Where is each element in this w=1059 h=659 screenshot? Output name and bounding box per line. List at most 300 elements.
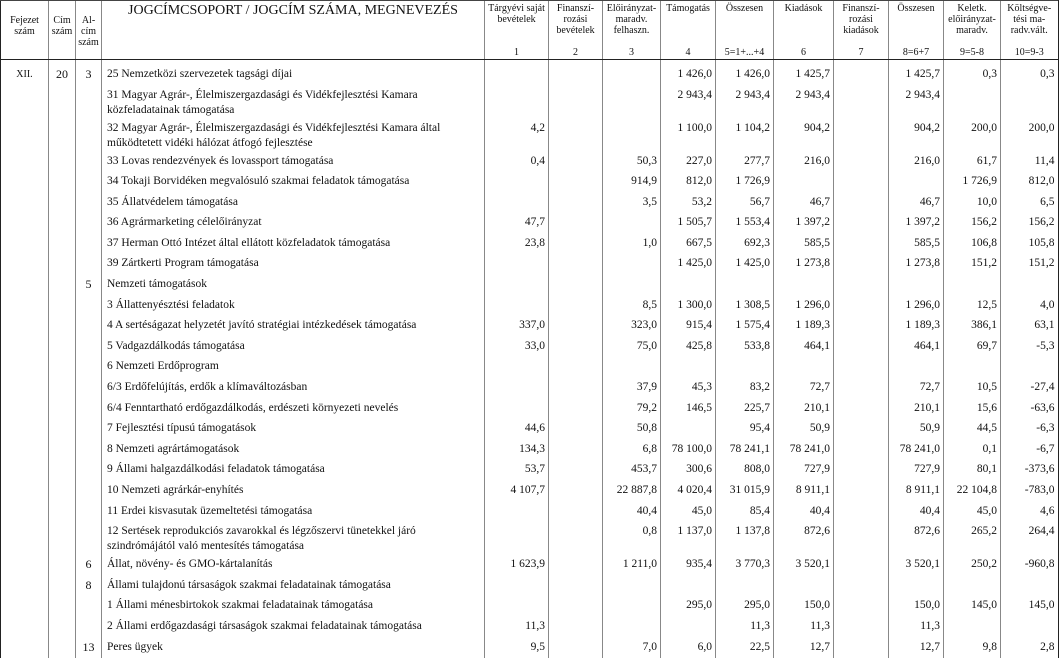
alcim-cell: 3 (76, 60, 102, 86)
value-col-6: 12,7 (774, 638, 834, 659)
value-col-6: 150,0 (774, 596, 834, 617)
value-col-3 (603, 596, 661, 617)
value-col-9 (944, 576, 1001, 597)
value-col-8: 1 425,7 (889, 60, 944, 86)
value-col-4: 935,4 (661, 555, 716, 576)
value-col-2 (549, 522, 603, 555)
value-col-5: 808,0 (716, 460, 774, 481)
value-col-7 (834, 576, 889, 597)
value-col-4: 667,5 (661, 234, 716, 255)
alcim-cell: 8 (76, 576, 102, 597)
value-col-10: 4,6 (1001, 502, 1059, 523)
value-col-2 (549, 357, 603, 378)
value-col-2 (549, 460, 603, 481)
value-col-6: 11,3 (774, 617, 834, 638)
item-name: 9 Állami halgazdálkodási feladatok támogatása (102, 460, 485, 481)
value-col-2 (549, 152, 603, 173)
value-col-5: 31 015,9 (716, 481, 774, 502)
cim-cell (49, 213, 76, 234)
cim-cell (49, 502, 76, 523)
item-name: 7 Fejlesztési típusú támogatások (102, 419, 485, 440)
cim-cell (49, 152, 76, 173)
fejezet-cell (1, 119, 49, 152)
value-col-10 (1001, 576, 1059, 597)
value-col-3 (603, 213, 661, 234)
value-col-9: 156,2 (944, 213, 1001, 234)
value-col-4: 295,0 (661, 596, 716, 617)
value-col-8 (889, 172, 944, 193)
value-col-3: 6,8 (603, 440, 661, 461)
alcim-cell (76, 193, 102, 214)
table-row (1, 316, 1059, 337)
value-col-7 (834, 254, 889, 275)
cim-cell (49, 481, 76, 502)
table-row (1, 617, 1059, 638)
table-row (1, 638, 1059, 659)
value-col-2 (549, 213, 603, 234)
header-col-number: 2 (573, 47, 578, 58)
value-col-4 (661, 419, 716, 440)
item-name: 39 Zártkerti Program támogatása (102, 254, 485, 275)
value-col-2 (549, 234, 603, 255)
header-col-3 (603, 1, 661, 60)
value-col-6: 1 189,3 (774, 316, 834, 337)
value-col-5: 1 308,5 (716, 296, 774, 317)
table-row (1, 481, 1059, 502)
fejezet-cell (1, 502, 49, 523)
table-row (1, 152, 1059, 173)
value-col-9: 69,7 (944, 337, 1001, 358)
value-col-3: 7,0 (603, 638, 661, 659)
table-row (1, 86, 1059, 119)
value-col-5 (716, 576, 774, 597)
cim-cell (49, 596, 76, 617)
value-col-3: 914,9 (603, 172, 661, 193)
header-col-label: Költségve-tési ma-radv.vált. (1007, 3, 1052, 36)
value-col-7 (834, 638, 889, 659)
value-col-9: 200,0 (944, 119, 1001, 152)
cim-cell (49, 555, 76, 576)
alcim-cell (76, 316, 102, 337)
value-col-10: -27,4 (1001, 378, 1059, 399)
value-col-6: 464,1 (774, 337, 834, 358)
value-col-2 (549, 440, 603, 461)
value-col-9: 265,2 (944, 522, 1001, 555)
value-col-3: 3,5 (603, 193, 661, 214)
value-col-9: 10,5 (944, 378, 1001, 399)
value-col-4: 53,2 (661, 193, 716, 214)
alcim-cell (76, 399, 102, 420)
value-col-1 (485, 576, 549, 597)
value-col-7 (834, 337, 889, 358)
value-col-9: 80,1 (944, 460, 1001, 481)
fejezet-cell (1, 460, 49, 481)
value-col-3: 22 887,8 (603, 481, 661, 502)
alcim-cell (76, 86, 102, 119)
item-name: 5 Vadgazdálkodás támogatása (102, 337, 485, 358)
value-col-10: 156,2 (1001, 213, 1059, 234)
value-col-6: 1 397,2 (774, 213, 834, 234)
value-col-1 (485, 172, 549, 193)
value-col-10 (1001, 617, 1059, 638)
value-col-8: 78 241,0 (889, 440, 944, 461)
value-col-4: 45,0 (661, 502, 716, 523)
value-col-9: 61,7 (944, 152, 1001, 173)
cim-cell (49, 576, 76, 597)
cim-cell (49, 399, 76, 420)
cim-cell (49, 460, 76, 481)
header-col-9 (944, 1, 1001, 60)
table-row (1, 172, 1059, 193)
value-col-2 (549, 193, 603, 214)
value-col-3 (603, 275, 661, 296)
value-col-2 (549, 596, 603, 617)
value-col-1: 4 107,7 (485, 481, 549, 502)
value-col-5: 533,8 (716, 337, 774, 358)
cim-cell (49, 296, 76, 317)
value-col-3: 1 211,0 (603, 555, 661, 576)
cim-cell (49, 419, 76, 440)
fejezet-cell (1, 316, 49, 337)
value-col-7 (834, 172, 889, 193)
header-title: JOGCÍMCSOPORT / JOGCÍM SZÁMA, MEGNEVEZÉS (102, 1, 485, 60)
header-col-number: 9=5-8 (960, 47, 984, 58)
value-col-10: 200,0 (1001, 119, 1059, 152)
value-col-6: 1 296,0 (774, 296, 834, 317)
value-col-1 (485, 296, 549, 317)
value-col-8: 216,0 (889, 152, 944, 173)
value-col-1: 33,0 (485, 337, 549, 358)
value-col-1: 23,8 (485, 234, 549, 255)
value-col-8: 40,4 (889, 502, 944, 523)
value-col-2 (549, 399, 603, 420)
fejezet-cell (1, 440, 49, 461)
item-name: 10 Nemzeti agrárkár-enyhítés (102, 481, 485, 502)
alcim-cell (76, 378, 102, 399)
table-row (1, 378, 1059, 399)
fejezet-cell (1, 378, 49, 399)
item-name: 25 Nemzetközi szervezetek tagsági díjai (102, 60, 485, 86)
value-col-3: 40,4 (603, 502, 661, 523)
value-col-7 (834, 378, 889, 399)
value-col-5: 85,4 (716, 502, 774, 523)
value-col-3 (603, 357, 661, 378)
value-col-5: 277,7 (716, 152, 774, 173)
value-col-5: 1 137,8 (716, 522, 774, 555)
table-row (1, 275, 1059, 296)
alcim-cell: 13 (76, 638, 102, 659)
value-col-4: 812,0 (661, 172, 716, 193)
fejezet-cell (1, 193, 49, 214)
value-col-7 (834, 481, 889, 502)
value-col-6 (774, 275, 834, 296)
item-name: 6/4 Fenntartható erdőgazdálkodás, erdészeti környezeti nevelés (102, 399, 485, 420)
value-col-7 (834, 419, 889, 440)
alcim-cell (76, 502, 102, 523)
value-col-2 (549, 296, 603, 317)
fejezet-cell (1, 213, 49, 234)
value-col-3: 37,9 (603, 378, 661, 399)
item-name: 31 Magyar Agrár-, Élelmiszergazdasági és Vidékfejlesztési Kamara közfeladatainak támogatása (102, 86, 485, 119)
header-col-number: 7 (858, 47, 864, 58)
value-col-4: 2 943,4 (661, 86, 716, 119)
value-col-10: -783,0 (1001, 481, 1059, 502)
value-col-2 (549, 638, 603, 659)
value-col-9 (944, 357, 1001, 378)
value-col-10: -960,8 (1001, 555, 1059, 576)
alcim-cell: 5 (76, 275, 102, 296)
value-col-5: 1 726,9 (716, 172, 774, 193)
item-name: Állami tulajdonú társaságok szakmai feladatainak támogatása (102, 576, 485, 597)
alcim-cell (76, 522, 102, 555)
cim-cell (49, 617, 76, 638)
alcim-cell (76, 440, 102, 461)
header-alcim: Al-cím szám (76, 1, 102, 60)
value-col-10: -63,6 (1001, 399, 1059, 420)
table-row (1, 254, 1059, 275)
value-col-2 (549, 481, 603, 502)
header-col-10 (1001, 1, 1059, 60)
value-col-9: 22 104,8 (944, 481, 1001, 502)
fejezet-cell (1, 399, 49, 420)
value-col-7 (834, 275, 889, 296)
value-col-2 (549, 86, 603, 119)
value-col-5: 295,0 (716, 596, 774, 617)
table-row (1, 555, 1059, 576)
value-col-4: 1 300,0 (661, 296, 716, 317)
fejezet-cell (1, 638, 49, 659)
table-row (1, 234, 1059, 255)
value-col-8: 904,2 (889, 119, 944, 152)
cim-cell (49, 172, 76, 193)
value-col-2 (549, 419, 603, 440)
value-col-3: 1,0 (603, 234, 661, 255)
value-col-8 (889, 357, 944, 378)
fejezet-cell (1, 576, 49, 597)
value-col-10: 4,0 (1001, 296, 1059, 317)
value-col-7 (834, 399, 889, 420)
value-col-5 (716, 275, 774, 296)
alcim-cell (76, 337, 102, 358)
value-col-6 (774, 172, 834, 193)
table-row (1, 357, 1059, 378)
value-col-3 (603, 86, 661, 119)
value-col-1: 134,3 (485, 440, 549, 461)
fejezet-cell (1, 419, 49, 440)
value-col-8: 2 943,4 (889, 86, 944, 119)
table-row (1, 522, 1059, 555)
value-col-9: 151,2 (944, 254, 1001, 275)
value-col-10: 11,4 (1001, 152, 1059, 173)
value-col-5: 95,4 (716, 419, 774, 440)
item-name: Nemzeti támogatások (102, 275, 485, 296)
value-col-5: 78 241,1 (716, 440, 774, 461)
value-col-7 (834, 193, 889, 214)
fejezet-cell (1, 275, 49, 296)
cim-cell (49, 119, 76, 152)
fejezet-cell (1, 152, 49, 173)
item-name: 1 Állami ménesbirtokok szakmai feladatainak támogatása (102, 596, 485, 617)
alcim-cell (76, 234, 102, 255)
value-col-8: 585,5 (889, 234, 944, 255)
cim-cell: 20 (49, 60, 76, 86)
alcim-cell (76, 596, 102, 617)
alcim-cell (76, 172, 102, 193)
fejezet-cell (1, 481, 49, 502)
value-col-9: 15,6 (944, 399, 1001, 420)
value-col-8: 210,1 (889, 399, 944, 420)
table-row (1, 440, 1059, 461)
value-col-8 (889, 576, 944, 597)
value-col-4: 4 020,4 (661, 481, 716, 502)
header-col-label: Kiadások (784, 3, 823, 14)
value-col-1 (485, 502, 549, 523)
value-col-3 (603, 576, 661, 597)
value-col-6: 50,9 (774, 419, 834, 440)
value-col-10: 145,0 (1001, 596, 1059, 617)
cim-cell (49, 337, 76, 358)
value-col-9: 9,8 (944, 638, 1001, 659)
value-col-7 (834, 460, 889, 481)
item-name: 12 Sertések reprodukciós zavarokkal és légzőszervi tünetekkel járó szindrómájától való mentesítés támogatása (102, 522, 485, 555)
header-cim: Cím szám (49, 1, 76, 60)
value-col-7 (834, 60, 889, 86)
value-col-6: 1 273,8 (774, 254, 834, 275)
value-col-5: 1 575,4 (716, 316, 774, 337)
value-col-4 (661, 576, 716, 597)
value-col-3 (603, 254, 661, 275)
value-col-6: 216,0 (774, 152, 834, 173)
fejezet-cell (1, 337, 49, 358)
value-col-9 (944, 86, 1001, 119)
table-row (1, 119, 1059, 152)
value-col-4: 1 505,7 (661, 213, 716, 234)
value-col-7 (834, 440, 889, 461)
value-col-9: 44,5 (944, 419, 1001, 440)
header-col-number: 4 (685, 47, 691, 58)
alcim-cell: 6 (76, 555, 102, 576)
table-row (1, 596, 1059, 617)
value-col-6: 1 425,7 (774, 60, 834, 86)
item-name: 4 A sertéságazat helyzetét javító stratégiai intézkedések támogatása (102, 316, 485, 337)
value-col-1 (485, 378, 549, 399)
value-col-3: 0,8 (603, 522, 661, 555)
value-col-5: 1 425,0 (716, 254, 774, 275)
value-col-1: 9,5 (485, 638, 549, 659)
header-col-4 (661, 1, 716, 60)
fejezet-cell: XII. (1, 60, 49, 86)
value-col-5: 3 770,3 (716, 555, 774, 576)
header-col-number: 3 (629, 47, 634, 58)
value-col-6: 904,2 (774, 119, 834, 152)
value-col-9 (944, 275, 1001, 296)
table-row (1, 337, 1059, 358)
header-col-number: 6 (801, 47, 806, 58)
cim-cell (49, 440, 76, 461)
value-col-4 (661, 617, 716, 638)
value-col-2 (549, 60, 603, 86)
table-row (1, 460, 1059, 481)
value-col-6: 8 911,1 (774, 481, 834, 502)
header-col-1 (485, 1, 549, 60)
fejezet-cell (1, 617, 49, 638)
value-col-8: 46,7 (889, 193, 944, 214)
cim-cell (49, 316, 76, 337)
value-col-2 (549, 337, 603, 358)
value-col-8: 1 273,8 (889, 254, 944, 275)
value-col-2 (549, 316, 603, 337)
value-col-4: 1 425,0 (661, 254, 716, 275)
value-col-8: 50,9 (889, 419, 944, 440)
value-col-6: 78 241,0 (774, 440, 834, 461)
cim-cell (49, 275, 76, 296)
value-col-7 (834, 502, 889, 523)
value-col-8: 11,3 (889, 617, 944, 638)
value-col-6 (774, 357, 834, 378)
value-col-4: 1 426,0 (661, 60, 716, 86)
value-col-7 (834, 555, 889, 576)
value-col-10: 6,5 (1001, 193, 1059, 214)
value-col-5: 2 943,4 (716, 86, 774, 119)
cim-cell (49, 234, 76, 255)
value-col-10: -5,3 (1001, 337, 1059, 358)
fejezet-cell (1, 522, 49, 555)
value-col-2 (549, 119, 603, 152)
value-col-1 (485, 596, 549, 617)
cim-cell (49, 357, 76, 378)
item-name: 37 Herman Ottó Intézet által ellátott közfeladatok támogatása (102, 234, 485, 255)
item-name: Peres ügyek (102, 638, 485, 659)
value-col-4: 915,4 (661, 316, 716, 337)
value-col-3: 50,8 (603, 419, 661, 440)
fejezet-cell (1, 596, 49, 617)
value-col-1 (485, 254, 549, 275)
item-name: Állat, növény- és GMO-kártalanítás (102, 555, 485, 576)
value-col-10: 105,8 (1001, 234, 1059, 255)
cim-cell (49, 522, 76, 555)
value-col-2 (549, 275, 603, 296)
header-col-label: Tárgyévi saját bevételek (488, 3, 545, 25)
value-col-1 (485, 275, 549, 296)
value-col-8: 8 911,1 (889, 481, 944, 502)
cim-cell (49, 86, 76, 119)
value-col-3: 75,0 (603, 337, 661, 358)
value-col-3: 453,7 (603, 460, 661, 481)
value-col-9: 250,2 (944, 555, 1001, 576)
value-col-9: 0,1 (944, 440, 1001, 461)
table-row (1, 213, 1059, 234)
value-col-8: 1 397,2 (889, 213, 944, 234)
item-name: 36 Agrármarketing célelőirányzat (102, 213, 485, 234)
value-col-9: 10,0 (944, 193, 1001, 214)
value-col-10: 264,4 (1001, 522, 1059, 555)
table-row (1, 576, 1059, 597)
value-col-3 (603, 119, 661, 152)
value-col-2 (549, 172, 603, 193)
value-col-1 (485, 522, 549, 555)
value-col-9: 145,0 (944, 596, 1001, 617)
header-fejezet: Fejezet szám (1, 1, 49, 60)
table-row (1, 502, 1059, 523)
value-col-6: 210,1 (774, 399, 834, 420)
header-col-label: Finanszí-rozási kiadások (842, 3, 880, 36)
value-col-1: 1 623,9 (485, 555, 549, 576)
value-col-7 (834, 357, 889, 378)
table-row (1, 193, 1059, 214)
header-col-label: Összesen (725, 3, 764, 14)
value-col-3 (603, 617, 661, 638)
value-col-2 (549, 576, 603, 597)
